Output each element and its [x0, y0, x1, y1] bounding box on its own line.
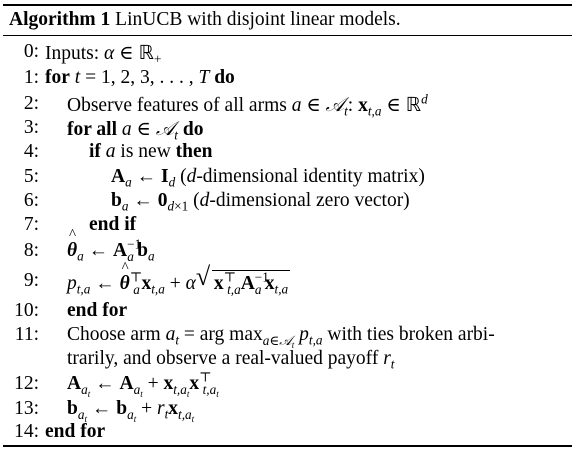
algorithm-caption [9, 9, 401, 31]
line-code: Inputs: α ∈ ℝ$_+$ [45, 41, 162, 67]
line-code: for t = 1, 2, 3, . . . , T do [45, 67, 235, 88]
line-code: $b_a$ ← $0_{d\times 1}$ (d-dimensional zero vector) [111, 190, 410, 214]
line-code: if a is new then [89, 141, 213, 162]
line-code: $A_{a_t}$ ← $A_{a_t} + x_{t,a_t}x^⊤_{t,a_t}$ [67, 369, 219, 399]
line-code: Choose arm $a_t$ = arg $\max_{a\in 𝒜_t} p_{t,a}$ with ties broken arbi- [67, 324, 495, 350]
line-code: $p_{t,a}$ ← ^ $\theta^⊤_a$ $x_{t,a} + \alpha$ √ $x^⊤_{t,a}A^{-1}_a$ $x_{t,a}$ [67, 270, 290, 295]
square-root: √ $x^⊤_{t,a}A^{-1}_a$ $x_{t,a}$ [195, 262, 289, 297]
line-code: end for [67, 300, 128, 321]
line-number: 13: [14, 398, 39, 419]
line-number: 3: [23, 117, 39, 138]
line-number: 1: [23, 67, 39, 88]
caption-label: Algorithm 1 [9, 9, 111, 30]
bottom-rule [3, 445, 572, 447]
line-code: for all a ∈ 𝒜$_t$ do [67, 117, 204, 143]
line-number: 8: [23, 240, 39, 261]
line-code: trarily, and observe a real-valued payoff $r_t$ [67, 348, 395, 372]
line-number: 6: [23, 190, 39, 211]
line-code: Observe features of all arms a ∈ 𝒜$_t$: $x_{t,a}$ ∈ ℝ$^d$ [67, 91, 428, 119]
line-number: 9: [23, 270, 39, 291]
line-code: ^ $\theta_a$ ← $A^{-1}_a$ $b_a$ [67, 240, 155, 262]
line-number: 14: [14, 421, 39, 442]
caption-rule [3, 35, 572, 36]
line-code: end if [89, 214, 137, 235]
line-number: 4: [23, 141, 39, 162]
line-number: 11: [14, 324, 39, 345]
line-code: $A_a$ ← $I_d$ (d-dimensional identity matrix) [111, 166, 425, 190]
line-number: 12: [14, 373, 39, 394]
algorithm-block [3, 4, 572, 448]
line-number: 2: [23, 93, 39, 114]
line-number: 5: [23, 166, 39, 187]
line-code: end for [45, 421, 106, 442]
top-rule [3, 4, 572, 6]
line-number: 7: [23, 214, 39, 235]
line-code: $b_{a_t}$ ← $b_{a_t} + r_tx_{t,a_t}$ [67, 398, 195, 424]
line-number: 0: [23, 41, 39, 62]
line-number: 10: [14, 300, 39, 321]
caption-title: LinUCB with disjoint linear models. [115, 9, 401, 30]
